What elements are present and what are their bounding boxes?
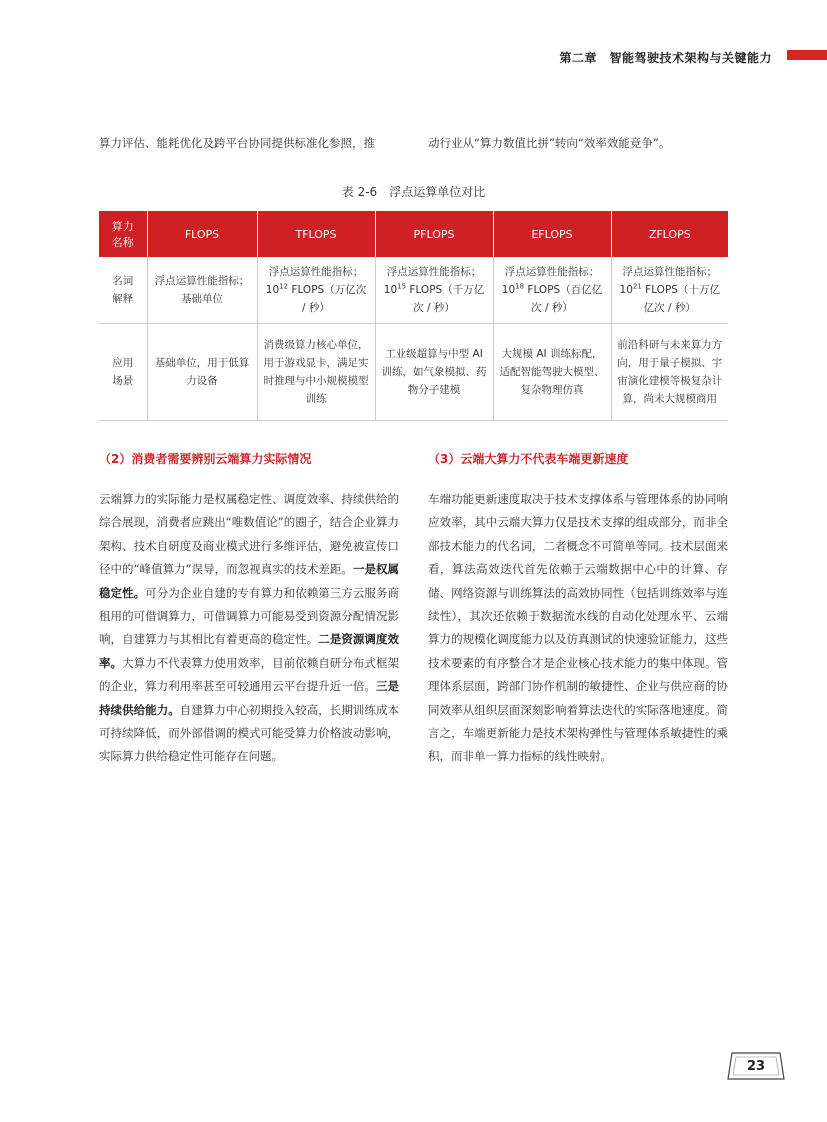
row-label-line2: 场景 [112,375,134,387]
cell-text: 10 [265,284,280,296]
header-accent-bar [787,50,827,60]
exponent: 12 [279,282,289,291]
paragraph-text: 云端算力的实际能力是权属稳定性、调度效率、持续供给的综合展现，消费者应跳出“唯数值论”的圈子，结合企业算力架构、技术自研度及商业模式进行多维评估，避免被宣传口径中的“峰值算力”误导，而忽视真实的技术差距。 [99,492,399,577]
cell-text: FLOPS（千万亿次 / 秒） [406,284,485,314]
cell-text: 浮点运算性能指标； [386,266,482,278]
table-row-definition [99,257,728,324]
cell-text: 浮点运算性能指标； [268,266,364,278]
cell-application-tflops: 消费级算力核心单位，用于游戏显卡，满足实时推理与中小规模模型训练 [257,324,375,421]
intro-text-right: 动行业从“算力数值比拼”转向“效率效能竞争”。 [428,136,671,150]
cell-text: FLOPS（十万亿亿次 / 秒） [641,284,720,314]
table-caption: 表 2-6 浮点运算单位对比 [341,185,486,199]
cell-text: 10 [383,284,398,296]
corner-label-line2: 名称 [111,236,134,249]
exponent: 18 [515,282,525,291]
intro-text-left: 算力评估、能耗优化及跨平台协同提供标准化参照，推 [99,136,375,150]
paragraph-text: 自建算力中心初期投入较高，长期训练成本可持续降低，而外部借调的模式可能受算力价格波动影响，实际算力供给稳定性可能存在问题。 [99,702,399,764]
table-row-application [99,324,728,421]
page-number: 23 [746,1059,766,1074]
bold-point-3: 三是持续供给能力。 [99,679,400,717]
cell-text: 浮点运算性能指标； [622,266,717,278]
row-label-line1: 名词 [112,275,134,287]
section-heading-left: （2）消费者需要辨别云端算力实际情况 [99,452,312,466]
cell-definition-eflops [493,257,611,324]
column-header-tflops: TFLOPS [257,211,375,257]
bold-point-2: 二是资源调度效率。 [99,632,400,670]
header-corner-cell [99,211,147,257]
body-text-right: 车端功能更新速度取决于技术支撑体系与管理体系的协同响应效率，其中云端大算力仅是技术支撑的组成部分，而非全部技术能力的代名词，二者概念不可简单等同。技术层面来看，算法高效迭代首先依赖于云端数据中心中的计算、存储、网络资源与训练算法的高效协同性（包括训练效率与连续性），其次还依赖于数据流水线的自动化处理水平、云端算力的规模化调度能力以及仿真测试的快速验证能力，这些技术要素的有序整合才是企业核心技术能力的集中体现。管理体系层面，跨部门协作机制的敏捷性、企业与供应商的协同效率从组织层面深刻影响着算法迭代的实际落地速度。简言之，车端更新能力是技术架构弹性与管理体系敏捷性的乘积，而非单一算力指标的线性映射。 [428,492,728,764]
cell-definition-flops: 浮点运算性能指标；基础单位 [147,257,257,324]
cell-text: 10 [501,284,516,296]
column-header-pflops: PFLOPS [375,211,493,257]
cell-text: 浮点运算性能指标； [504,266,600,278]
row-label-definition [99,257,147,324]
cell-text: FLOPS（万亿次 / 秒） [288,284,367,314]
exponent: 15 [397,282,407,291]
flops-comparison-table [99,211,728,421]
column-header-eflops: EFLOPS [493,211,611,257]
paragraph-text: 大算力不代表算力使用效率，目前依赖自研分布式框架的企业，算力利用率甚至可较通用云平台提升近一倍。 [99,655,400,694]
paragraph-text: 可分为企业自建的专有算力和依赖第三方云服务商租用的可借调算力，可借调算力可能易受到资源分配情况影响，自建算力与其相比有着更高的稳定性。 [99,585,400,647]
bold-point-1: 一是权属稳定性。 [99,562,400,600]
cell-text: 10 [619,284,633,296]
body-text-left [99,488,399,769]
cell-application-pflops: 工业级超算与中型 AI 训练，如气象模拟、药物分子建模 [375,324,493,421]
exponent: 21 [632,282,642,291]
row-label-line2: 解释 [112,293,134,305]
page-number-badge [726,1051,786,1081]
cell-application-zflops: 前沿科研与未来算力方向，用于量子模拟、宇宙演化建模等极复杂计算，尚未大规模商用 [611,324,728,421]
column-header-flops: FLOPS [147,211,257,257]
cell-definition-zflops [611,257,728,324]
row-label-line1: 应用 [112,357,134,369]
cell-definition-pflops [375,257,493,324]
chapter-title: 第二章 智能驾驶技术架构与关键能力 [559,51,772,65]
row-label-application [99,324,147,421]
cell-application-eflops: 大规模 AI 训练标配，适配智能驾驶大模型、复杂物理仿真 [493,324,611,421]
cell-definition-tflops [257,257,375,324]
corner-label-line1: 算力 [111,220,134,233]
table-header-row [99,211,728,257]
section-heading-right: （3）云端大算力不代表车端更新速度 [428,452,629,466]
cell-text: FLOPS（百亿亿次 / 秒） [524,284,603,314]
column-header-zflops: ZFLOPS [611,211,728,257]
cell-application-flops: 基础单位，用于低算力设备 [147,324,257,421]
